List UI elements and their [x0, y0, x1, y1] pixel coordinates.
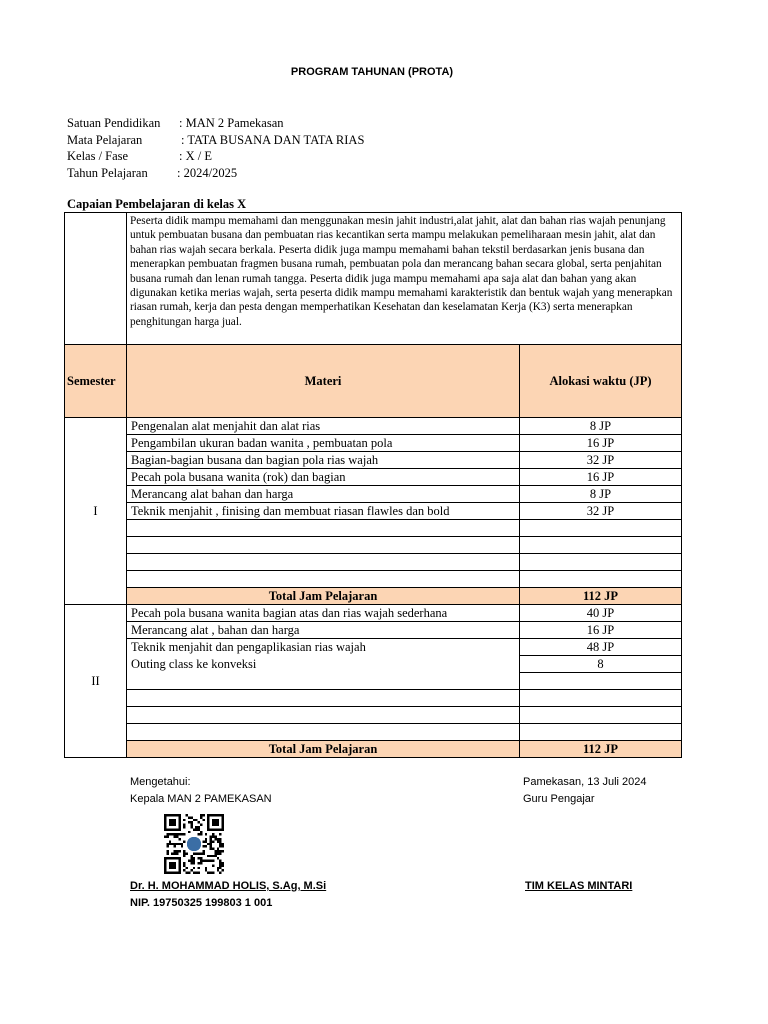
jp-cell: 32 JP — [520, 452, 682, 469]
empty-cell — [520, 554, 682, 571]
empty-cell — [127, 537, 520, 554]
capaian-text: Peserta didik mampu memahami dan menggunakan mesin jahit industri,alat jahit, alat dan bahan rias wajah penunjang untuk pembuatan busana dan pembuatan rias kecantikan serta mampu melakukan pemeliharaan mesin jahit, alat dan bahan rias wajah secara berkala. Peserta didik juga mampu memahami bahan tekstil berdasarkan jenis busana dan menerapkan pembuatan fragmen busana rumah, pembuatan pola dan merancang bahan secara global, serta penjahitan busana rumah dan lenan rumah tangga. Peserta didik juga mampu memahami apa saja alat dan bahan yang akan digunakan ketika merias wajah, serta peserta didik mampu memahami karakteristik dan bentuk wajah yang menerapkan riasan rumah, kerja dan pesta dengan memperhatikan Kesehatan dan keselamatan Kerja (K3) serta menerapkan penghitungan harga jual. — [127, 213, 682, 345]
empty-cell — [127, 690, 520, 707]
semester-2-label: II — [65, 605, 127, 758]
teacher-name: TIM KELAS MINTARI — [525, 880, 633, 892]
table-row — [65, 622, 682, 639]
place-date: Pamekasan, 13 Juli 2024 — [523, 776, 647, 788]
total-value: 112 JP — [520, 588, 682, 605]
identity-label: Kelas / Fase — [67, 149, 129, 163]
table-row — [65, 469, 682, 486]
empty-row — [65, 537, 682, 554]
empty-cell — [520, 571, 682, 588]
table-row — [65, 486, 682, 503]
empty-cell — [127, 520, 520, 537]
jp-cell: 16 JP — [520, 469, 682, 486]
document-title: PROGRAM TAHUNAN (PROTA) — [290, 66, 454, 78]
jp-cell: 48 JP — [520, 639, 682, 656]
materi-cell: Bagian-bagian busana dan bagian pola rias wajah — [127, 452, 520, 469]
qr-code-icon — [164, 814, 224, 874]
jp-cell: 16 JP — [520, 435, 682, 452]
empty-cell — [520, 707, 682, 724]
empty-cell — [520, 690, 682, 707]
headmaster-name: Dr. H. MOHAMMAD HOLIS, S.Ag, M.Si — [130, 880, 327, 892]
empty-cell — [127, 707, 520, 724]
header-semester: Semester — [65, 345, 127, 418]
materi-cell: Merancang alat bahan dan harga — [127, 486, 520, 503]
materi-line: Teknik menjahit dan pengaplikasian rias wajah — [131, 640, 366, 654]
jp-cell: 16 JP — [520, 622, 682, 639]
prota-table — [64, 212, 682, 758]
total-row-semester-2 — [65, 741, 682, 758]
total-row-semester-1 — [65, 588, 682, 605]
identity-value: : MAN 2 Pamekasan — [179, 116, 284, 130]
materi-merged-cell — [127, 639, 520, 690]
materi-cell: Pengambilan ukuran badan wanita , pembuatan pola — [127, 435, 520, 452]
materi-cell: Pecah pola busana wanita (rok) dan bagian — [127, 469, 520, 486]
total-value: 112 JP — [520, 741, 682, 758]
empty-cell — [520, 673, 682, 690]
empty-cell — [127, 724, 520, 741]
materi-cell: Teknik menjahit , finising dan membuat riasan flawles dan bold — [127, 503, 520, 520]
headmaster-nip: NIP. 19750325 199803 1 001 — [130, 897, 273, 909]
materi-cell: Pengenalan alat menjahit dan alat rias — [127, 418, 520, 435]
table-row — [65, 503, 682, 520]
materi-line: Outing class ke konveksi — [131, 657, 257, 671]
identity-label: Satuan Pendidikan — [67, 116, 161, 130]
materi-cell: Pecah pola busana wanita bagian atas dan rias wajah sederhana — [127, 605, 520, 622]
jp-cell: 32 JP — [520, 503, 682, 520]
capaian-row — [65, 213, 682, 345]
capaian-spacer — [65, 213, 127, 345]
semester-1-label: I — [65, 418, 127, 605]
identity-row-tahun — [67, 165, 364, 182]
jp-cell: 8 — [520, 656, 682, 673]
empty-row — [65, 707, 682, 724]
table-row — [65, 639, 682, 656]
identity-row-satuan — [67, 115, 364, 132]
jp-cell: 8 JP — [520, 486, 682, 503]
total-label: Total Jam Pelajaran — [127, 741, 520, 758]
identity-value: : X / E — [179, 149, 212, 163]
header-row — [65, 345, 682, 418]
empty-cell — [127, 554, 520, 571]
jp-cell: 40 JP — [520, 605, 682, 622]
empty-row — [65, 571, 682, 588]
header-materi: Materi — [127, 345, 520, 418]
empty-row — [65, 690, 682, 707]
identity-block — [67, 115, 364, 181]
table-row — [65, 435, 682, 452]
empty-cell — [127, 571, 520, 588]
teacher-title: Guru Pengajar — [523, 793, 595, 805]
identity-row-mapel — [67, 132, 364, 149]
jp-cell: 8 JP — [520, 418, 682, 435]
empty-cell — [520, 537, 682, 554]
acknowledge-label: Mengetahui: — [130, 776, 191, 788]
empty-row — [65, 724, 682, 741]
empty-row — [65, 520, 682, 537]
materi-cell: Merancang alat , bahan dan harga — [127, 622, 520, 639]
empty-cell — [520, 724, 682, 741]
identity-label: Tahun Pelajaran — [67, 165, 148, 180]
identity-row-kelas — [67, 148, 364, 165]
capaian-heading: Capaian Pembelajaran di kelas X — [67, 197, 247, 211]
identity-value: : 2024/2025 — [177, 165, 238, 180]
table-row — [65, 452, 682, 469]
empty-cell — [520, 520, 682, 537]
headmaster-title: Kepala MAN 2 PAMEKASAN — [130, 793, 272, 805]
header-alokasi: Alokasi waktu (JP) — [520, 345, 682, 418]
identity-value: : TATA BUSANA DAN TATA RIAS — [181, 132, 365, 147]
identity-label: Mata Pelajaran — [67, 132, 143, 147]
empty-row — [65, 554, 682, 571]
total-label: Total Jam Pelajaran — [127, 588, 520, 605]
table-row — [65, 605, 682, 622]
table-row — [65, 418, 682, 435]
